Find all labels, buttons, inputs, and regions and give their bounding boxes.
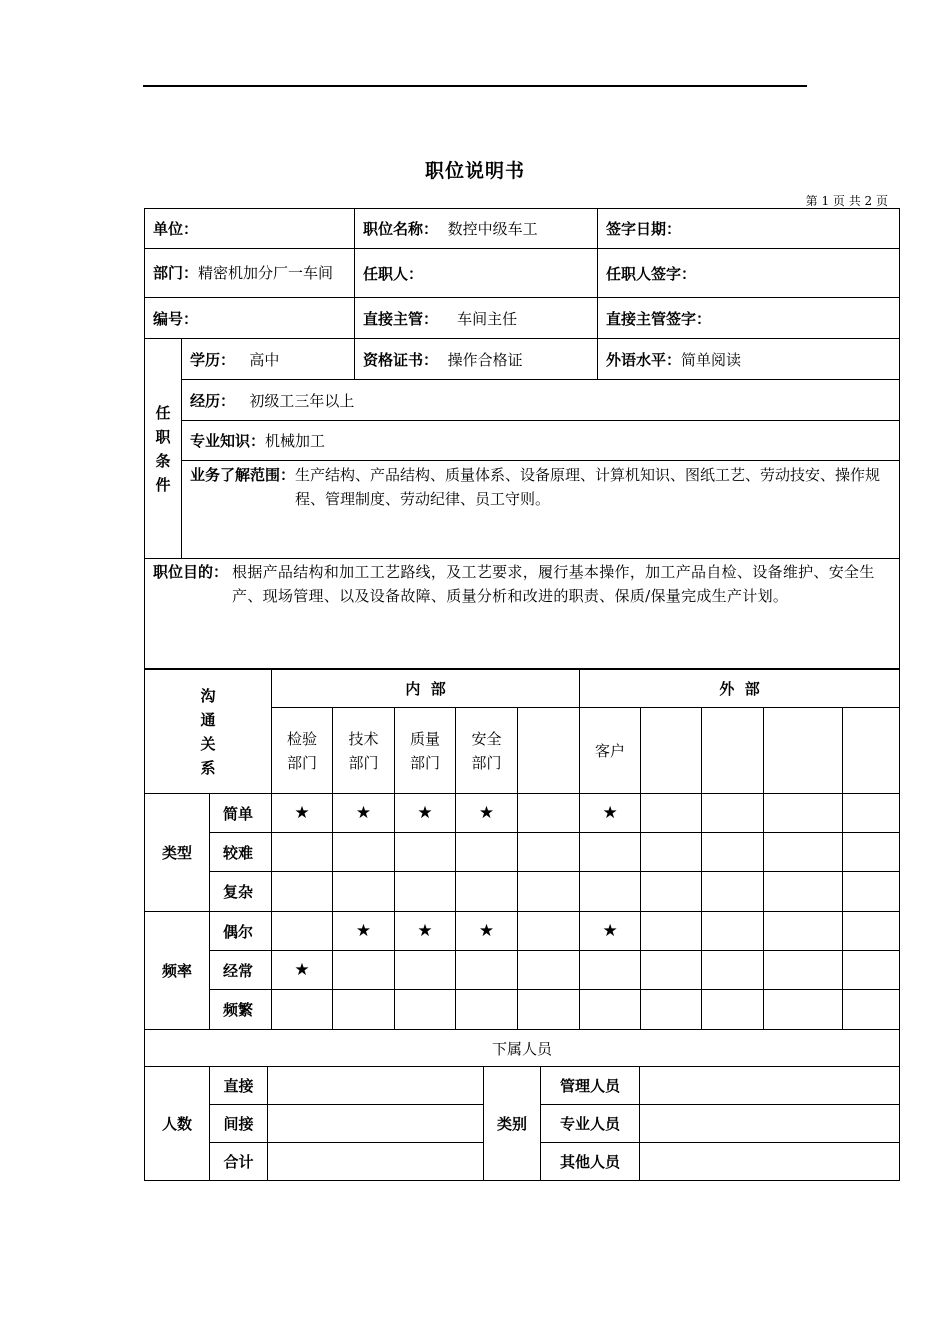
frequency-label: 频率 bbox=[145, 912, 210, 1030]
type-simple-label: 简单 bbox=[210, 794, 272, 833]
req-char: 职 bbox=[155, 427, 171, 446]
mark-cell bbox=[456, 872, 518, 912]
scope-cell bbox=[182, 461, 900, 559]
indirect-label: 间接 bbox=[210, 1105, 268, 1143]
professional-staff-label: 专业人员 bbox=[541, 1105, 640, 1143]
supervisor-label: 直接主管： bbox=[363, 309, 439, 328]
mark-cell bbox=[641, 990, 702, 1030]
mark-cell bbox=[843, 951, 900, 990]
knowledge-value: 机械加工 bbox=[265, 432, 326, 450]
total-label: 合计 bbox=[210, 1143, 268, 1181]
page-number: 第 1 页 共 2 页 bbox=[805, 194, 888, 208]
management-staff-value bbox=[640, 1067, 900, 1105]
mark-cell bbox=[395, 951, 456, 990]
mark-cell bbox=[518, 951, 580, 990]
ext-empty bbox=[702, 708, 764, 794]
holder-cell bbox=[355, 249, 598, 298]
mark-cell bbox=[702, 872, 764, 912]
dept-name-line: 部门 bbox=[348, 753, 379, 772]
sign-date-label: 签字日期： bbox=[606, 220, 682, 238]
mark-cell bbox=[764, 951, 843, 990]
position-value: 数控中级车工 bbox=[447, 220, 538, 238]
mark-cell bbox=[641, 872, 702, 912]
req-char: 条 bbox=[155, 451, 171, 470]
dept-safety bbox=[456, 708, 518, 794]
mark-cell bbox=[764, 912, 843, 951]
dept-name-line: 安全 bbox=[471, 729, 502, 748]
education-value: 高中 bbox=[249, 350, 280, 369]
dept-name-line: 部门 bbox=[287, 753, 318, 772]
professional-staff-value bbox=[640, 1105, 900, 1143]
mark-cell bbox=[518, 833, 580, 872]
header-rule bbox=[143, 85, 807, 87]
holder-label: 任职人： bbox=[363, 264, 424, 283]
internal-header: 内 部 bbox=[272, 670, 580, 708]
dept-name-line: 部门 bbox=[410, 753, 441, 772]
dept-name-line: 部门 bbox=[471, 753, 502, 772]
dept-empty bbox=[518, 708, 580, 794]
mark-cell bbox=[702, 990, 764, 1030]
type-difficult-label: 较难 bbox=[210, 833, 272, 872]
mark-cell: ★ bbox=[395, 912, 456, 951]
freq-row-occasional bbox=[145, 912, 900, 951]
mark-cell bbox=[333, 833, 395, 872]
mark-cell bbox=[456, 833, 518, 872]
experience-label: 经历： bbox=[190, 391, 236, 410]
mark-cell bbox=[580, 951, 641, 990]
mark-cell bbox=[843, 872, 900, 912]
comm-char: 通 bbox=[200, 710, 216, 729]
mark-cell: ★ bbox=[580, 912, 641, 951]
certificate-cell bbox=[355, 339, 598, 380]
mark-cell bbox=[641, 833, 702, 872]
mark-cell: ★ bbox=[456, 794, 518, 833]
mark-cell bbox=[580, 833, 641, 872]
holder-sign-cell bbox=[598, 249, 900, 298]
dept-name-line: 技术 bbox=[348, 729, 379, 748]
mark-cell bbox=[764, 794, 843, 833]
mark-cell: ★ bbox=[456, 912, 518, 951]
mark-cell bbox=[333, 990, 395, 1030]
education-cell bbox=[182, 339, 355, 380]
language-cell bbox=[598, 339, 900, 380]
mark-cell bbox=[843, 912, 900, 951]
position-cell bbox=[355, 209, 598, 249]
mark-cell bbox=[272, 833, 333, 872]
subordinates-table bbox=[144, 1029, 900, 1181]
type-label: 类型 bbox=[145, 794, 210, 912]
document-title: 职位说明书 bbox=[424, 160, 525, 182]
type-row-complex bbox=[145, 872, 900, 912]
ext-customer: 客户 bbox=[580, 708, 641, 794]
mark-cell bbox=[518, 990, 580, 1030]
subordinates-title: 下属人员 bbox=[145, 1030, 900, 1067]
mark-cell bbox=[395, 872, 456, 912]
freq-often-label: 经常 bbox=[210, 951, 272, 990]
language-value: 简单阅读 bbox=[681, 350, 742, 369]
language-label: 外语水平： bbox=[606, 350, 682, 369]
supervisor-cell bbox=[355, 298, 598, 339]
mark-cell bbox=[395, 990, 456, 1030]
mark-cell bbox=[580, 990, 641, 1030]
mark-cell bbox=[702, 951, 764, 990]
code-label: 编号： bbox=[153, 309, 199, 328]
supervisor-sign-cell bbox=[598, 298, 900, 339]
mark-cell bbox=[702, 794, 764, 833]
mark-cell: ★ bbox=[333, 794, 395, 833]
type-row-difficult bbox=[145, 833, 900, 872]
mark-cell bbox=[272, 912, 333, 951]
dept-value: 精密机加分厂一车间 bbox=[198, 264, 334, 282]
purpose-cell bbox=[145, 559, 900, 669]
knowledge-cell bbox=[182, 421, 900, 461]
experience-cell bbox=[182, 380, 900, 421]
other-staff-value bbox=[640, 1143, 900, 1181]
management-staff-label: 管理人员 bbox=[541, 1067, 640, 1105]
education-label: 学历： bbox=[190, 350, 236, 369]
indirect-value bbox=[268, 1105, 484, 1143]
supervisor-sign-label: 直接主管签字： bbox=[606, 309, 712, 328]
freq-row-often bbox=[145, 951, 900, 990]
comm-char: 关 bbox=[200, 734, 216, 753]
mark-cell: ★ bbox=[333, 912, 395, 951]
mark-cell bbox=[333, 951, 395, 990]
certificate-value: 操作合格证 bbox=[447, 350, 523, 369]
communication-table bbox=[144, 669, 900, 1030]
holder-sign-label: 任职人签字： bbox=[606, 264, 697, 283]
mark-cell bbox=[518, 872, 580, 912]
mark-cell bbox=[641, 912, 702, 951]
mark-cell bbox=[333, 872, 395, 912]
dept-label: 部门： bbox=[153, 264, 199, 282]
dept-name-line: 检验 bbox=[287, 729, 318, 748]
mark-cell bbox=[395, 833, 456, 872]
mark-cell bbox=[641, 794, 702, 833]
mark-cell bbox=[843, 990, 900, 1030]
mark-cell bbox=[518, 794, 580, 833]
comm-char: 系 bbox=[200, 758, 216, 777]
unit-label: 单位： bbox=[153, 220, 199, 238]
direct-value bbox=[268, 1067, 484, 1105]
mark-cell bbox=[702, 833, 764, 872]
dept-technology bbox=[333, 708, 395, 794]
mark-cell bbox=[764, 872, 843, 912]
mark-cell bbox=[843, 833, 900, 872]
knowledge-label: 专业知识： bbox=[190, 432, 266, 450]
certificate-label: 资格证书： bbox=[363, 350, 439, 369]
freq-row-frequent bbox=[145, 990, 900, 1030]
headcount-label: 人数 bbox=[145, 1067, 210, 1181]
purpose-label: 职位目的： bbox=[153, 563, 229, 581]
comm-char: 沟 bbox=[200, 686, 216, 705]
position-label: 职位名称： bbox=[363, 220, 439, 238]
mark-cell bbox=[843, 794, 900, 833]
dept-cell bbox=[145, 249, 355, 298]
category-label: 类别 bbox=[484, 1067, 541, 1181]
communication-label bbox=[145, 670, 272, 794]
scope-value: 生产结构、产品结构、质量体系、设备原理、计算机知识、图纸工艺、劳动技安、操作规程、管理制度、劳动纪律、员工守则。 bbox=[295, 466, 881, 508]
job-info-table bbox=[144, 208, 900, 669]
req-char: 任 bbox=[155, 403, 171, 422]
dept-quality bbox=[395, 708, 456, 794]
mark-cell bbox=[641, 951, 702, 990]
mark-cell bbox=[764, 833, 843, 872]
type-complex-label: 复杂 bbox=[210, 872, 272, 912]
external-header: 外 部 bbox=[580, 670, 900, 708]
mark-cell bbox=[580, 872, 641, 912]
mark-cell bbox=[456, 990, 518, 1030]
mark-cell bbox=[272, 990, 333, 1030]
scope-label: 业务了解范围： bbox=[190, 466, 296, 484]
direct-label: 直接 bbox=[210, 1067, 268, 1105]
mark-cell bbox=[456, 951, 518, 990]
mark-cell: ★ bbox=[272, 951, 333, 990]
other-staff-label: 其他人员 bbox=[541, 1143, 640, 1181]
experience-value: 初级工三年以上 bbox=[249, 391, 355, 410]
unit-cell bbox=[145, 209, 355, 249]
freq-frequent-label: 频繁 bbox=[210, 990, 272, 1030]
mark-cell bbox=[518, 912, 580, 951]
freq-occasional-label: 偶尔 bbox=[210, 912, 272, 951]
mark-cell bbox=[272, 872, 333, 912]
ext-empty bbox=[764, 708, 843, 794]
mark-cell bbox=[702, 912, 764, 951]
total-value bbox=[268, 1143, 484, 1181]
dept-inspection bbox=[272, 708, 333, 794]
sign-date-cell bbox=[598, 209, 900, 249]
dept-name-line: 质量 bbox=[410, 729, 441, 748]
req-char: 件 bbox=[155, 475, 171, 494]
mark-cell: ★ bbox=[395, 794, 456, 833]
purpose-text: 根据产品结构和加工工艺路线，及工艺要求，履行基本操作，加工产品自检、设备维护、安全生产、现场管理、以及设备故障、质量分析和改进的职责、保质/保量完成生产计划。 bbox=[232, 563, 875, 605]
ext-empty bbox=[843, 708, 900, 794]
mark-cell: ★ bbox=[272, 794, 333, 833]
supervisor-value: 车间主任 bbox=[457, 309, 518, 328]
type-row-simple bbox=[145, 794, 900, 833]
ext-empty bbox=[641, 708, 702, 794]
mark-cell: ★ bbox=[580, 794, 641, 833]
code-cell bbox=[145, 298, 355, 339]
requirements-section-label bbox=[145, 339, 182, 559]
mark-cell bbox=[764, 990, 843, 1030]
